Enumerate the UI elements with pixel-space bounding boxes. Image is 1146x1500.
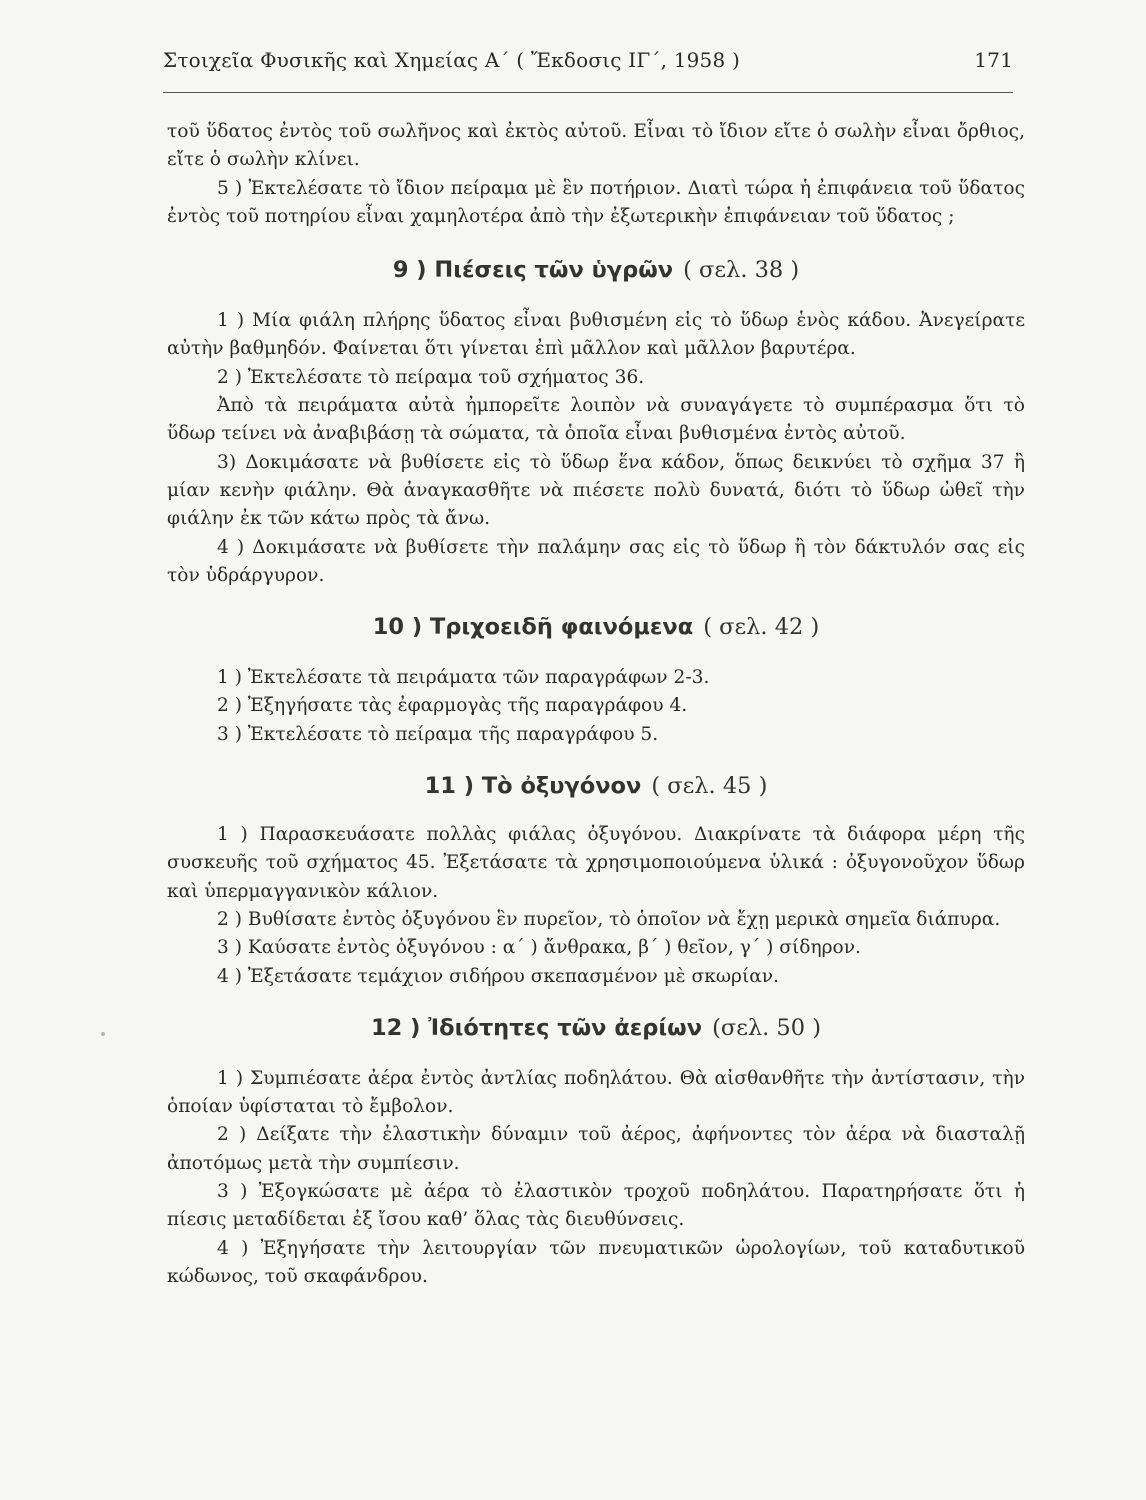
exercise-item: 2 ) Ἐκτελέσατε τὸ πείραμα τοῦ σχήματος 36. <box>217 366 645 388</box>
exercise-item: 5 ) Ἐκτελέσατε τὸ ἴδιον πείραμα μὲ ἓν ποτήριον. Διατὶ τώρα ἡ ἐπιφάνεια τοῦ ὕδατος ἐντὸς τοῦ ποτηρίου εἶναι χαμηλοτέρα ἀπὸ τὴν ἐξωτερικὴν ἐπιφάνειαν τοῦ ὕδατος ; <box>167 177 1025 227</box>
exercise-item: 2 ) Δείξατε τὴν ἐλαστικὴν δύναμιν τοῦ ἀέρος, ἀφήνοντες τὸν ἀέρα νὰ διασταλῇ ἀποτόμως μετὰ τὴν συμπίεσιν. <box>167 1124 1025 1174</box>
exercise-item: 3 ) Ἐξογκώσατε μὲ ἀέρα τὸ ἐλαστικὸν τροχοῦ ποδηλάτου. Παρατηρήσατε ὅτι ἡ πίεσις μεταδίδεται ἐξ ἴσου καθ’ ὅλας τὰς διευθύνσεις. <box>167 1181 1025 1231</box>
section-heading <box>167 600 1025 654</box>
exercise-item: 4 ) Δοκιμάσατε νὰ βυθίσετε τὴν παλάμην σας εἰς τὸ ὕδωρ ἢ τὸν δάκτυλόν σας εἰς τὸν ὑδράργυρον. <box>167 536 1025 586</box>
section-title: 12 ) Ἰδιότητες τῶν ἀερίων <box>371 1014 703 1041</box>
exercise-item: 3) Δοκιμάσατε νὰ βυθίσετε εἰς τὸ ὕδωρ ἕνα κάδον, ὅπως δεικνύει τὸ σχῆμα 37 ἢ μίαν κενὴν φιάλην. Θὰ ἀναγκασθῆτε νὰ πιέσετε πολὺ δυνατά, διότι τὸ ὕδωρ ὠθεῖ τὴν φιάλην ἐκ τῶν κάτω πρὸς τὰ ἄνω. <box>167 451 1025 530</box>
header-title: Στοιχεῖα Φυσικῆς καὶ Χημείας Α΄ ( Ἔκδοσις ΙΓ΄, 1958 ) <box>163 48 740 72</box>
section-heading <box>167 1001 1025 1055</box>
paper-speck <box>101 1032 105 1036</box>
exercise-item: 4 ) Ἐξηγήσατε τὴν λειτουργίαν τῶν πνευματικῶν ὡρολογίων, τοῦ καταδυτικοῦ κώδωνος, τοῦ σκαφάνδρου. <box>167 1237 1025 1287</box>
section-title: 10 ) Τριχοειδῆ φαινόμενα <box>372 614 694 641</box>
exercise-item: 4 ) Ἐξετάσατε τεμάχιον σιδήρου σκεπασμένον μὲ σκωρίαν. <box>217 965 780 987</box>
section-heading <box>167 243 1025 297</box>
exercise-item: 3 ) Ἐκτελέσατε τὸ πείραμα τῆς παραγράφου 5. <box>217 723 659 745</box>
exercise-item: 1 ) Παρασκευάσατε πολλὰς φιάλας ὀξυγόνου. Διακρίνατε τὰ διάφορα μέρη τῆς συσκευῆς τοῦ σχήματος 45. Ἐξετάσατε τὰ χρησιμοποιούμενα ὑλικά : ὀξυγονοῦχον ὕδωρ καὶ ὑπερμαγγανικὸν κάλιον. <box>167 824 1025 902</box>
continued-paragraph: τοῦ ὕδατος ἐντὸς τοῦ σωλῆνος καὶ ἐκτὸς αὐτοῦ. Εἶναι τὸ ἴδιον εἴτε ὁ σωλὴν εἶναι ὄρθιος, εἴτε ὁ σωλὴν κλίνει. <box>167 121 1025 171</box>
exercise-item: 1 ) Ἐκτελέσατε τὰ πειράματα τῶν παραγράφων 2-3. <box>217 667 710 689</box>
exercise-item: 1 ) Συμπιέσατε ἀέρα ἐντὸς ἀντλίας ποδηλάτου. Θὰ αἰσθανθῆτε τὴν ἀντίστασιν, τὴν ὁποίαν ὑφίσταται τὸ ἔμβολον. <box>167 1067 1025 1118</box>
page-reference: ( σελ. 45 ) <box>651 773 768 800</box>
page-reference: (σελ. 50 ) <box>712 1014 821 1041</box>
section-heading <box>167 759 1025 813</box>
header-rule <box>163 92 1013 93</box>
page-reference: ( σελ. 38 ) <box>683 257 800 284</box>
page-body <box>167 118 1025 1291</box>
section-title: 11 ) Τὸ ὀξυγόνον <box>424 773 642 800</box>
page-number: 171 <box>974 48 1013 72</box>
exercise-item: Ἀπὸ τὰ πειράματα αὐτὰ ἠμπορεῖτε λοιπὸν νὰ συναγάγετε τὸ συμπέρασμα ὅτι τὸ ὕδωρ τείνει νὰ ἀναβιβάσῃ τὰ σώματα, τὰ ὁποῖα εἶναι βυθισμένα ἐντὸς αὐτοῦ. <box>167 395 1025 445</box>
exercise-item: 2 ) Βυθίσατε ἐντὸς ὀξυγόνου ἓν πυρεῖον, τὸ ὁποῖον νὰ ἔχῃ μερικὰ σημεῖα διάπυρα. <box>217 908 1001 930</box>
exercise-item: 2 ) Ἐξηγήσατε τὰς ἐφαρμογὰς τῆς παραγράφου 4. <box>217 695 688 717</box>
exercise-item: 1 ) Μία φιάλη πλήρης ὕδατος εἶναι βυθισμένη εἰς τὸ ὕδωρ ἑνὸς κάδου. Ἀνεγείρατε αὐτὴν βαθμηδόν. Φαίνεται ὅτι γίνεται ἐπὶ μᾶλλον καὶ μᾶλλον βαρυτέρα. <box>167 310 1025 360</box>
running-header <box>163 48 1013 80</box>
page-reference: ( σελ. 42 ) <box>703 614 820 641</box>
exercise-item: 3 ) Καύσατε ἐντὸς ὀξυγόνου : α΄ ) ἄνθρακα, β΄ ) θεῖον, γ΄ ) σίδηρον. <box>217 937 861 959</box>
section-title: 9 ) Πιέσεις τῶν ὑγρῶν <box>392 257 674 284</box>
